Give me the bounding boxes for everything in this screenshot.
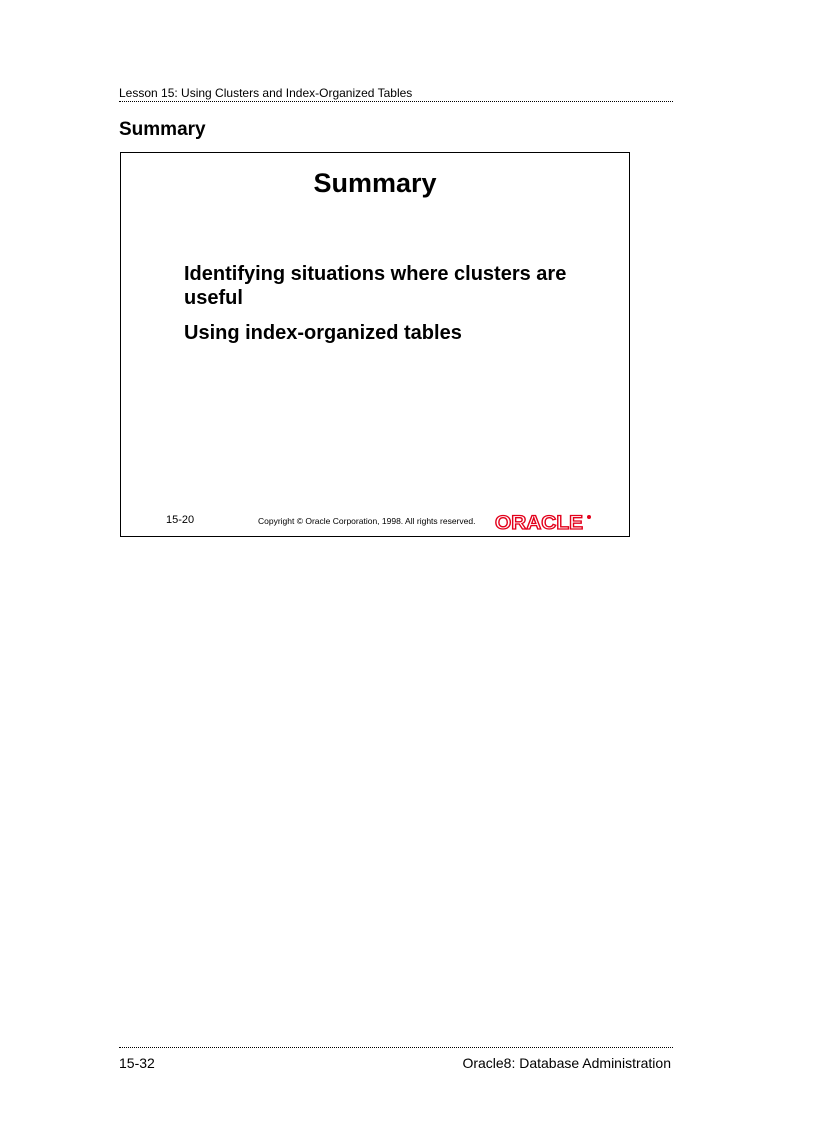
header-divider: [119, 101, 673, 102]
oracle-logo-dot: [587, 515, 591, 519]
page-number: 15-32: [119, 1055, 155, 1071]
book-title: Oracle8: Database Administration: [462, 1055, 671, 1071]
oracle-logo-text: ORACLE: [495, 513, 583, 532]
slide-copyright: Copyright © Oracle Corporation, 1998. All rights reserved.: [258, 516, 476, 526]
slide-bullet-1: Identifying situations where clusters are useful: [184, 263, 567, 309]
oracle-logo: [494, 512, 592, 532]
slide-bullet-2: Using index-organized tables: [184, 322, 462, 344]
footer-divider: [119, 1047, 673, 1048]
slide-title: Summary: [313, 168, 437, 198]
section-title: Summary: [119, 119, 206, 140]
slide-number: 15-20: [166, 514, 195, 526]
lesson-title: Lesson 15: Using Clusters and Index-Organized Tables: [119, 86, 413, 100]
